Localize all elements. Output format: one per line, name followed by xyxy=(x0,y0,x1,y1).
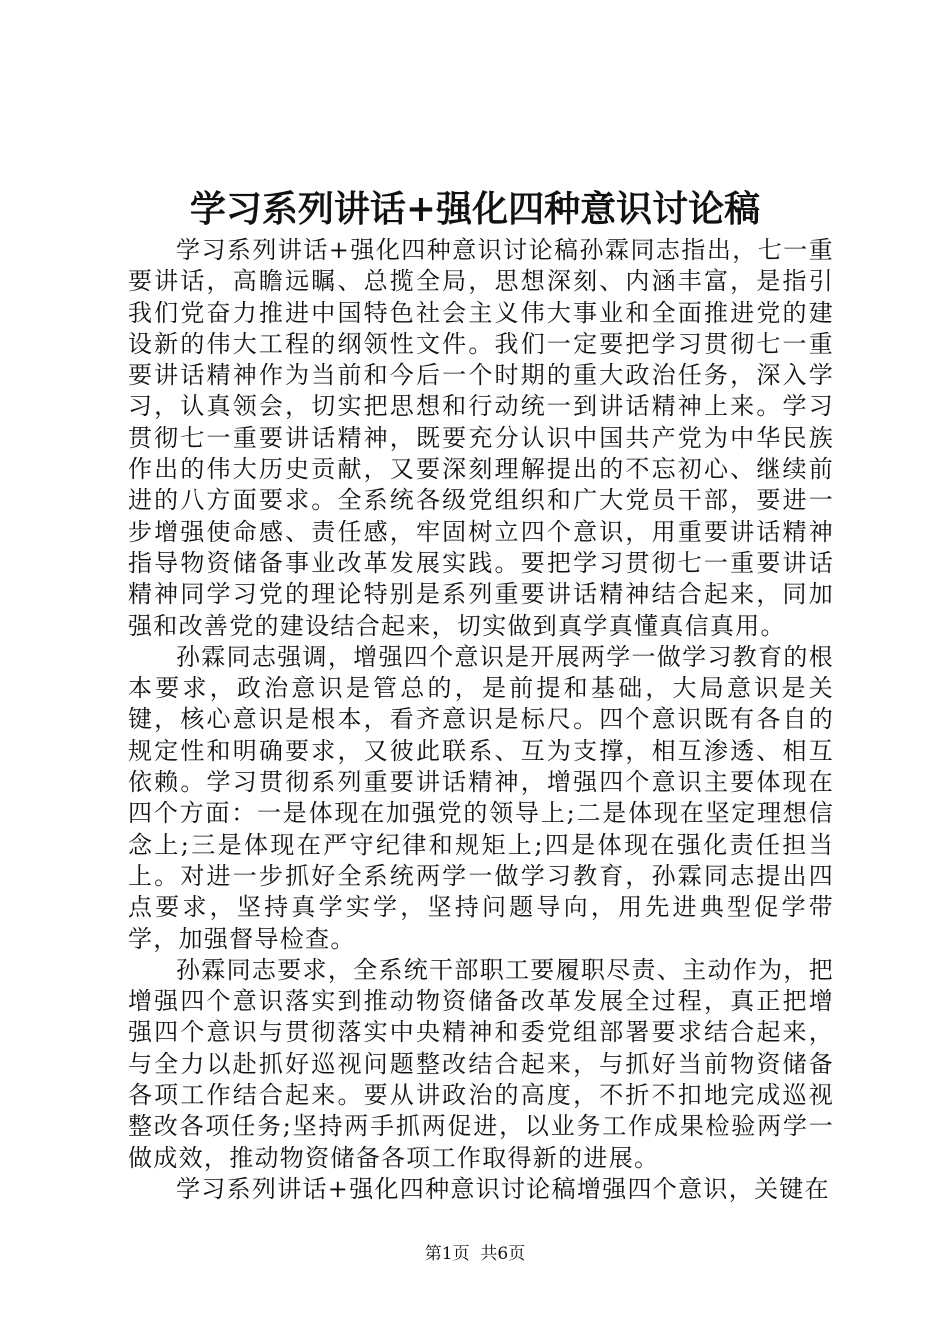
page-footer xyxy=(0,1242,950,1266)
paragraph-3: 孙霖同志要求，全系统干部职工要履职尽责、主动作为，把增强四个意识落实到推动物资储备改革发展全过程，真正把增强四个意识与贯彻落实中央精神和委党组部署要求结合起来，与全力以赴抓好巡视问题整改结合起来，与抓好当前物资储备各项工作结合起来。要从讲政治的高度，不折不扣地完成巡视整改各项任务;坚持两手抓两促进，以业务工作成果检验两学一做成效，推动物资储备各项工作取得新的进展。 xyxy=(128,955,834,1172)
document-title: 学习系列讲话+强化四种意识讨论稿 xyxy=(189,188,761,230)
page-total: 共6页 xyxy=(480,1244,526,1264)
page-number: 第1页 xyxy=(424,1244,470,1264)
document-body xyxy=(128,235,834,1205)
paragraph-1: 学习系列讲话+强化四种意识讨论稿孙霖同志指出，七一重要讲话，高瞻远瞩、总揽全局，思想深刻、内涵丰富，是指引我们党奋力推进中国特色社会主义伟大事业和全面推进党的建设新的伟大工程的纲领性文件。我们一定要把学习贯彻七一重要讲话精神作为当前和今后一个时期的重大政治任务，深入学习，认真领会，切实把思想和行动统一到讲话精神上来。学习贯彻七一重要讲话精神，既要充分认识中国共产党为中华民族作出的伟大历史贡献，又要深刻理解提出的不忘初心、继续前进的八方面要求。全系统各级党组织和广大党员干部，要进一步增强使命感、责任感，牢固树立四个意识，用重要讲话精神指导物资储备事业改革发展实践。要把学习贯彻七一重要讲话精神同学习党的理论特别是系列重要讲话精神结合起来，同加强和改善党的建设结合起来，切实做到真学真懂真信真用。 xyxy=(128,236,834,640)
paragraph-4: 学习系列讲话+强化四种意识讨论稿增强四个意识，关键在 xyxy=(176,1174,830,1203)
paragraph-2: 孙霖同志强调，增强四个意识是开展两学一做学习教育的根本要求，政治意识是管总的，是前提和基础，大局意识是关键，核心意识是根本，看齐意识是标尺。四个意识既有各自的规定性和明确要求，又彼此联系、互为支撑，相互渗透、相互依赖。学习贯彻系列重要讲话精神，增强四个意识主要体现在四个方面：一是体现在加强党的领导上;二是体现在坚定理想信念上;三是体现在严守纪律和规矩上;四是体现在强化责任担当上。对进一步抓好全系统两学一做学习教育，孙霖同志提出四点要求，坚持真学实学，坚持问题导向，用先进典型促学带学，加强督导检查。 xyxy=(128,642,834,953)
footer-separator xyxy=(470,1244,481,1264)
